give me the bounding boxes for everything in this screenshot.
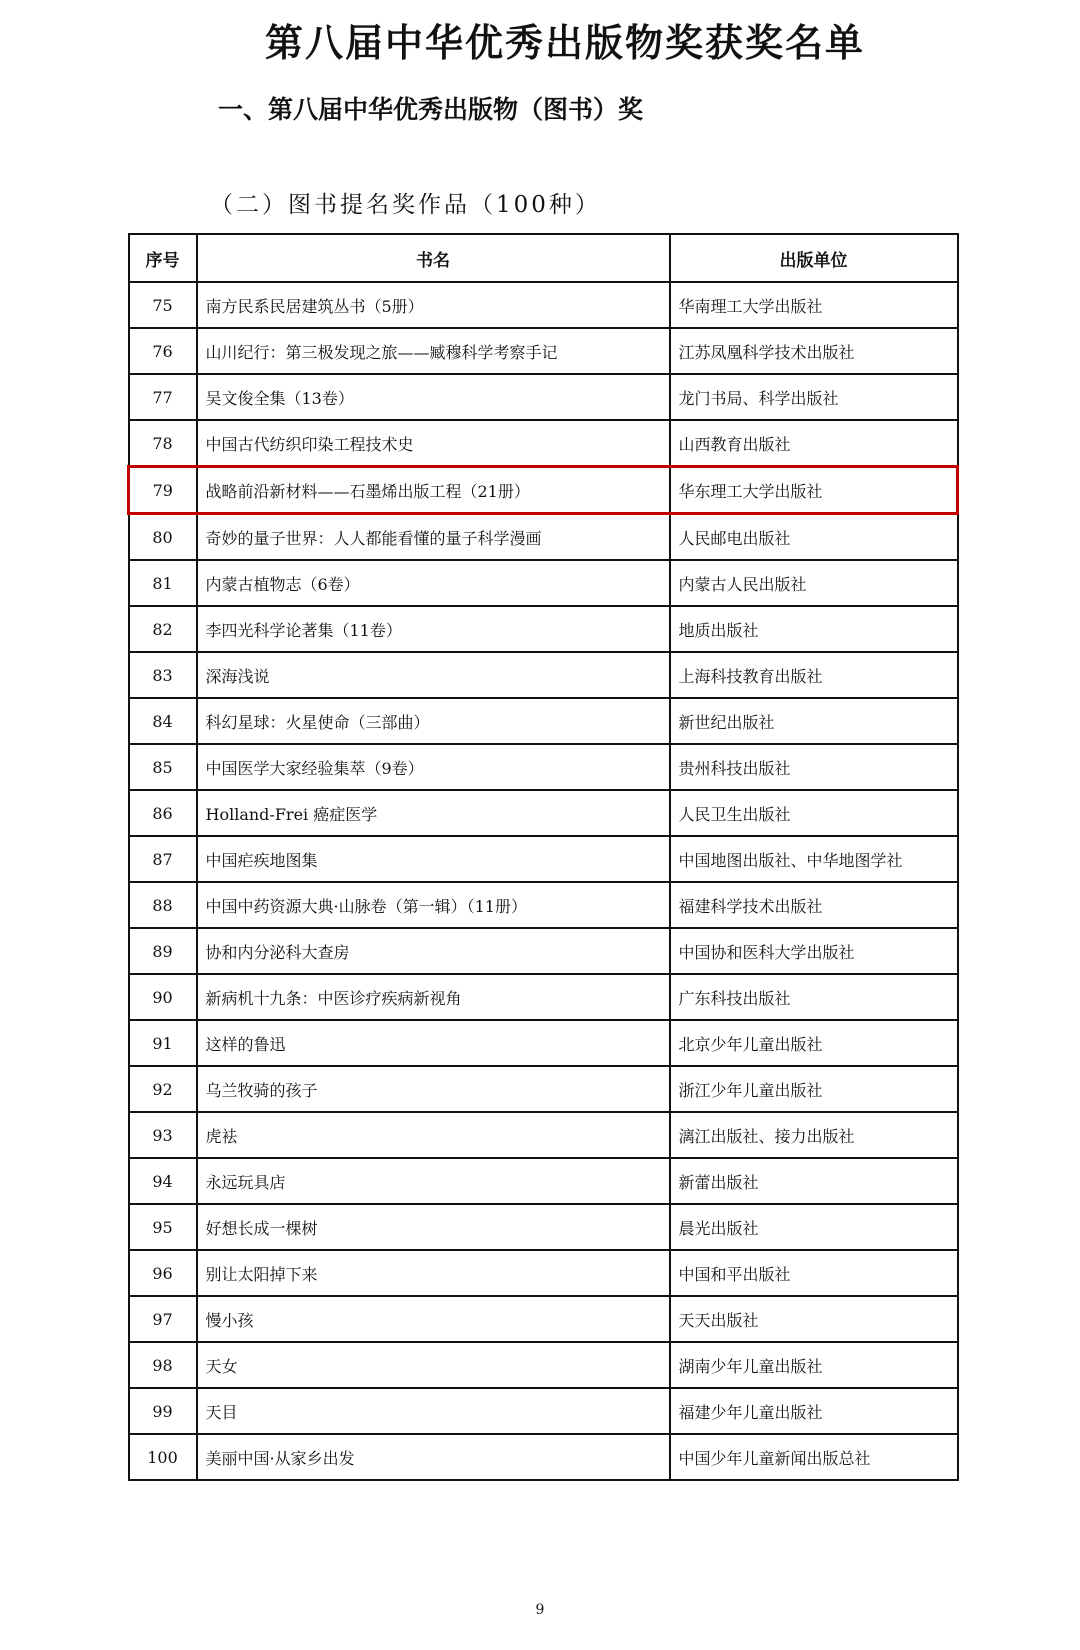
row-number: 77	[129, 374, 197, 420]
row-number: 93	[129, 1112, 197, 1158]
table-row	[129, 282, 958, 328]
table-row	[129, 1112, 958, 1158]
page-number: 9	[535, 1602, 545, 1618]
table-row-highlighted	[129, 467, 958, 514]
row-number: 83	[129, 652, 197, 698]
row-number: 100	[129, 1434, 197, 1480]
table-row	[129, 514, 958, 561]
publisher: 华东理工大学出版社	[670, 467, 958, 514]
book-title: 好想长成一棵树	[197, 1204, 670, 1250]
row-number: 92	[129, 1066, 197, 1112]
publisher: 中国少年儿童新闻出版总社	[670, 1434, 958, 1480]
subsection-heading: （二）图书提名奖作品（100种）	[210, 192, 601, 218]
publisher: 浙江少年儿童出版社	[670, 1066, 958, 1112]
book-title: 深海浅说	[197, 652, 670, 698]
table-row	[129, 698, 958, 744]
table-row	[129, 1020, 958, 1066]
publisher: 贵州科技出版社	[670, 744, 958, 790]
book-title: 吴文俊全集（13卷）	[197, 374, 670, 420]
book-title: 美丽中国·从家乡出发	[197, 1434, 670, 1480]
table-row	[129, 1388, 958, 1434]
row-number: 80	[129, 514, 197, 561]
table-row	[129, 420, 958, 467]
publisher: 福建科学技术出版社	[670, 882, 958, 928]
row-number: 78	[129, 420, 197, 467]
publisher: 中国和平出版社	[670, 1250, 958, 1296]
book-title: 天女	[197, 1342, 670, 1388]
publisher: 中国协和医科大学出版社	[670, 928, 958, 974]
book-title: 新病机十九条：中医诊疗疾病新视角	[197, 974, 670, 1020]
book-title: 协和内分泌科大查房	[197, 928, 670, 974]
row-number: 85	[129, 744, 197, 790]
publisher: 人民邮电出版社	[670, 514, 958, 561]
publisher: 湖南少年儿童出版社	[670, 1342, 958, 1388]
publisher: 内蒙古人民出版社	[670, 560, 958, 606]
row-number: 89	[129, 928, 197, 974]
row-number: 79	[129, 467, 197, 514]
section-heading: 一、第八届中华优秀出版物（图书）奖	[218, 95, 644, 124]
publisher: 人民卫生出版社	[670, 790, 958, 836]
book-title: 虎袪	[197, 1112, 670, 1158]
table-row	[129, 1158, 958, 1204]
book-title: 山川纪行：第三极发现之旅——臧穆科学考察手记	[197, 328, 670, 374]
row-number: 98	[129, 1342, 197, 1388]
header-number: 序号	[129, 234, 197, 282]
publisher: 龙门书局、科学出版社	[670, 374, 958, 420]
publisher: 广东科技出版社	[670, 974, 958, 1020]
book-title: 李四光科学论著集（11卷）	[197, 606, 670, 652]
table-row	[129, 1296, 958, 1342]
publisher: 北京少年儿童出版社	[670, 1020, 958, 1066]
row-number: 90	[129, 974, 197, 1020]
publisher: 地质出版社	[670, 606, 958, 652]
row-number: 87	[129, 836, 197, 882]
book-title: 中国中药资源大典·山脉卷（第一辑）（11册）	[197, 882, 670, 928]
row-number: 88	[129, 882, 197, 928]
row-number: 82	[129, 606, 197, 652]
table-row	[129, 374, 958, 420]
row-number: 76	[129, 328, 197, 374]
table-row	[129, 882, 958, 928]
row-number: 99	[129, 1388, 197, 1434]
table-row	[129, 1204, 958, 1250]
row-number: 81	[129, 560, 197, 606]
table-row	[129, 836, 958, 882]
book-title: 中国疟疾地图集	[197, 836, 670, 882]
row-number: 96	[129, 1250, 197, 1296]
table-row	[129, 1250, 958, 1296]
book-title: 内蒙古植物志（6卷）	[197, 560, 670, 606]
publisher: 山西教育出版社	[670, 420, 958, 467]
publisher: 中国地图出版社、中华地图学社	[670, 836, 958, 882]
book-title: 科幻星球：火星使命（三部曲）	[197, 698, 670, 744]
table-row	[129, 974, 958, 1020]
table-row	[129, 928, 958, 974]
row-number: 84	[129, 698, 197, 744]
book-title: 乌兰牧骑的孩子	[197, 1066, 670, 1112]
publisher: 新世纪出版社	[670, 698, 958, 744]
table-row	[129, 1342, 958, 1388]
publisher: 上海科技教育出版社	[670, 652, 958, 698]
book-title: 中国古代纺织印染工程技术史	[197, 420, 670, 467]
publisher: 福建少年儿童出版社	[670, 1388, 958, 1434]
publisher: 新蕾出版社	[670, 1158, 958, 1204]
publisher: 漓江出版社、接力出版社	[670, 1112, 958, 1158]
table-row	[129, 790, 958, 836]
book-title: 奇妙的量子世界：人人都能看懂的量子科学漫画	[197, 514, 670, 561]
book-title: 这样的鲁迅	[197, 1020, 670, 1066]
book-title: 天目	[197, 1388, 670, 1434]
award-table	[127, 233, 959, 1481]
book-title: 中国医学大家经验集萃（9卷）	[197, 744, 670, 790]
table-row	[129, 652, 958, 698]
book-title: 别让太阳掉下来	[197, 1250, 670, 1296]
book-title: 战略前沿新材料——石墨烯出版工程（21册）	[197, 467, 670, 514]
table-row	[129, 606, 958, 652]
table-row	[129, 1434, 958, 1480]
table-row	[129, 328, 958, 374]
row-number: 86	[129, 790, 197, 836]
book-title: 慢小孩	[197, 1296, 670, 1342]
row-number: 95	[129, 1204, 197, 1250]
publisher: 晨光出版社	[670, 1204, 958, 1250]
table-header-row	[129, 234, 958, 282]
table-row	[129, 1066, 958, 1112]
publisher: 江苏凤凰科学技术出版社	[670, 328, 958, 374]
document-title: 第八届中华优秀出版物奖获奖名单	[264, 20, 865, 65]
header-publisher: 出版单位	[670, 234, 958, 282]
table-row	[129, 560, 958, 606]
table-row	[129, 744, 958, 790]
row-number: 97	[129, 1296, 197, 1342]
header-title: 书名	[197, 234, 670, 282]
book-title: 南方民系民居建筑丛书（5册）	[197, 282, 670, 328]
book-title: 永远玩具店	[197, 1158, 670, 1204]
row-number: 94	[129, 1158, 197, 1204]
row-number: 75	[129, 282, 197, 328]
book-title: Holland-Frei 癌症医学	[197, 790, 670, 836]
publisher: 华南理工大学出版社	[670, 282, 958, 328]
publisher: 天天出版社	[670, 1296, 958, 1342]
row-number: 91	[129, 1020, 197, 1066]
